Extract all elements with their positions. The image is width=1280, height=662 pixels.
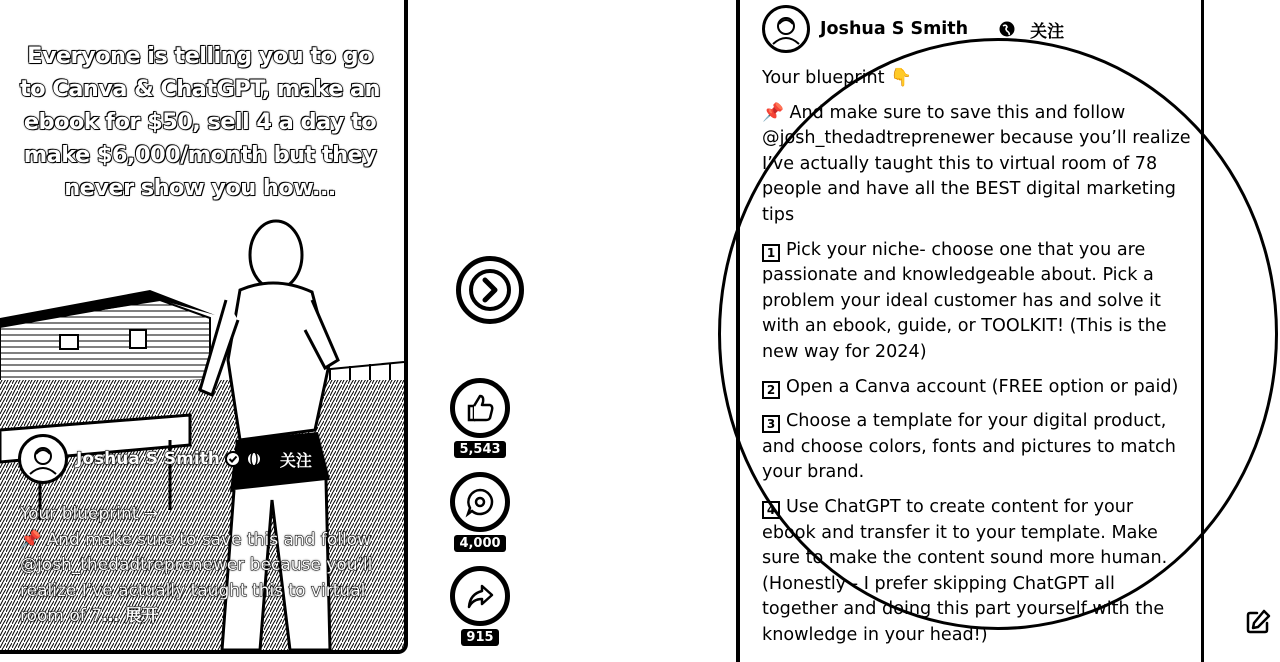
avatar[interactable]	[18, 434, 68, 484]
post-author	[762, 5, 1064, 53]
edit-icon	[1244, 608, 1272, 636]
share-button[interactable]	[450, 566, 510, 626]
comment-button[interactable]	[450, 472, 510, 532]
keycap-number: 3	[762, 415, 780, 433]
avatar[interactable]	[762, 5, 810, 53]
like-button[interactable]	[450, 378, 510, 438]
expand-caption-link[interactable]: … 展开	[102, 606, 159, 626]
next-video-button[interactable]	[456, 256, 524, 324]
comment-action[interactable]	[450, 472, 510, 552]
post-description	[762, 66, 1192, 648]
post-step	[762, 375, 1192, 401]
video-player[interactable]	[0, 0, 408, 654]
keycap-number: 2	[762, 381, 780, 399]
avatar-face-icon	[769, 12, 803, 46]
chevron-right-circle-icon	[468, 268, 512, 312]
post-step	[762, 238, 1192, 366]
video-caption	[20, 502, 380, 630]
keycap-number: 4	[762, 501, 780, 519]
video-overlay-title: Everyone is telling you to go to Canva & ChatGPT, make an ebook for $50, sell 4 a day to make $6,000/month but they never show you how...	[20, 43, 380, 201]
thumbs-up-icon	[464, 392, 496, 424]
edit-button[interactable]	[1238, 600, 1278, 644]
post-step-text: Open a Canva account (FREE option or paid)	[786, 376, 1179, 397]
globe-icon	[246, 451, 262, 467]
post-author-name[interactable]: Joshua S Smith	[820, 19, 969, 39]
post-step	[762, 409, 1192, 486]
video-caption-line1: Your blueprint →	[20, 504, 159, 524]
like-count: 5,543	[454, 441, 505, 458]
post-step-text: Choose a template for your digital product, and choose colors, fonts and pictures to match your brand.	[762, 411, 1176, 483]
share-action[interactable]	[450, 566, 510, 646]
comment-count: 4,000	[454, 535, 505, 552]
post-intro: 📌 And make sure to save this and follow @josh_thedadtreprenewer because you’ll realize I’ve actually taught this to virtual room of 78 people and have all the BEST digital marketing tips	[762, 102, 1191, 225]
post-blueprint-line: Your blueprint 👇	[762, 68, 913, 88]
post-step-text: Use ChatGPT to create content for your ebook and transfer it to your template. Make sure to make the content sound more human. (Honestly - I prefer skipping ChatGPT all together and doing this part yourself with the knowledge in your head!)	[762, 496, 1168, 645]
keycap-number: 1	[762, 244, 780, 262]
share-arrow-icon	[464, 580, 496, 612]
panel-divider-left	[736, 0, 740, 662]
video-author	[18, 434, 322, 484]
verified-icon	[225, 451, 241, 467]
follow-button[interactable]: 关注	[1030, 21, 1065, 42]
share-count: 915	[461, 629, 498, 646]
comment-icon	[464, 486, 496, 518]
video-follow-button[interactable]: 关注	[270, 445, 322, 474]
video-author-name[interactable]: Joshua S Smith	[76, 449, 220, 469]
avatar-face-icon	[26, 442, 60, 476]
video-caption-body: 📌 And make sure to save this and follow @josh_thedadtreprenewer because you’ll realize I’ve actually taught this to virtual room of 7	[20, 529, 373, 626]
post-step-text: Pick your niche- choose one that you are passionate and knowledgeable about. Pick a problem your ideal customer has and solve it with an ebook, guide, or TOOLKIT! (This is the new way for 2024)	[762, 239, 1167, 362]
like-action[interactable]	[450, 378, 510, 458]
panel-divider-right	[1201, 0, 1204, 662]
post-step	[762, 495, 1192, 649]
globe-icon	[998, 20, 1016, 38]
